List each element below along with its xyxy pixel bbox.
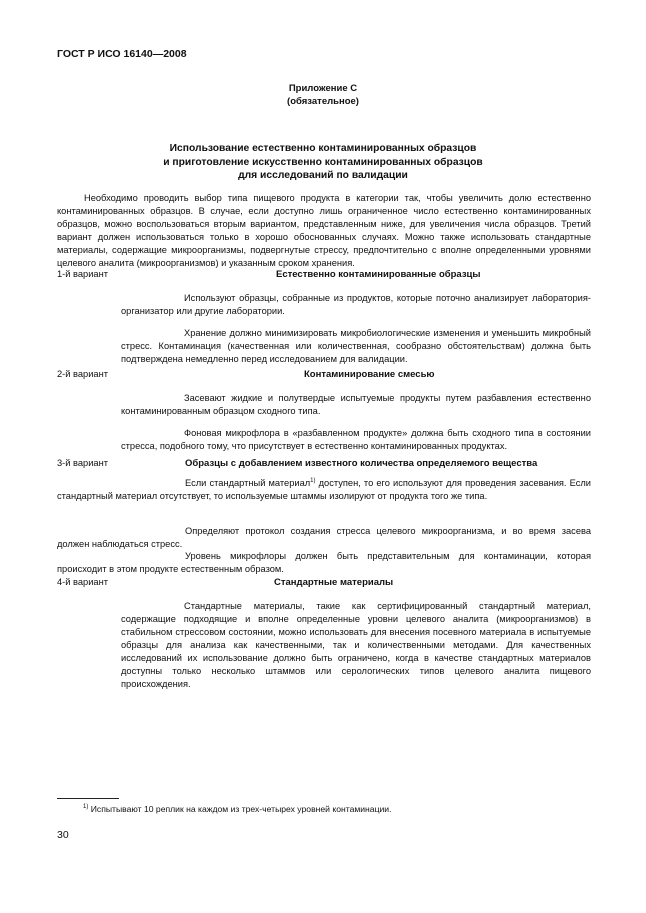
title-line: и приготовление искусственно контаминированных образцов bbox=[163, 156, 483, 168]
variant-paragraph: Хранение должно минимизировать микробиологические изменения и уменьшить микробный стресс. Контаминация (качественная или количественная, сообразно обстоятельствам) должна быть подтверждена немедленно перед исследованием для валидации. bbox=[121, 328, 591, 364]
variant-paragraph: Засевают жидкие и полутвердые испытуемые продукты путем разбавления естественно контаминированным образцом сходного типа. bbox=[121, 393, 591, 416]
variant-paragraph: Фоновая микрофлора в «разбавленном продукте» должна быть сходного типа в состоянии стресса, подобного тому, что присутствует в естественно контаминированных продуктах. bbox=[121, 428, 591, 451]
variant-label: 1-й вариант bbox=[57, 269, 108, 279]
footnote-ref: 1) bbox=[310, 477, 316, 484]
footnote bbox=[83, 804, 392, 814]
variant-label: 3-й вариант bbox=[57, 458, 108, 468]
footnote-divider bbox=[57, 798, 119, 799]
variant-paragraph: Определяют протокол создания стресса целевого микроорганизма, и во время засева должен наблюдаться стресс. bbox=[57, 526, 591, 549]
variant-paragraph bbox=[57, 477, 591, 503]
annex-title: Приложение С bbox=[288, 83, 358, 94]
document-header: ГОСТ Р ИСО 16140—2008 bbox=[57, 48, 187, 60]
variant-label: 4-й вариант bbox=[57, 577, 108, 587]
variant-label: 2-й вариант bbox=[57, 369, 108, 379]
title-line: Использование естественно контаминированных образцов bbox=[169, 143, 477, 154]
variant-heading: Контаминирование смесью bbox=[304, 369, 435, 380]
variant-text: доступен, то его используют для проведения засевания. Если стандартный материал отсутствует, то используемые штаммы изолируют от продукта того же типа. bbox=[57, 478, 591, 501]
variant-heading: Образцы с добавлением известного количества определяемого вещества bbox=[185, 458, 538, 469]
title-line: для исследований по валидации bbox=[238, 170, 408, 181]
section-title bbox=[0, 142, 646, 183]
variant-paragraph: Используют образцы, собранные из продуктов, которые поточно анализирует лаборатория-организатор или другие лаборатории. bbox=[121, 293, 591, 316]
page-number: 30 bbox=[57, 829, 69, 841]
variant-paragraph: Уровень микрофлоры должен быть представительным для контаминации, которая происходит в этом продукте естественным образом. bbox=[57, 551, 591, 574]
footnote-text: Испытывают 10 реплик на каждом из трех-четырех уровней контаминации. bbox=[88, 804, 392, 814]
annex-status: (обязательное) bbox=[287, 96, 359, 107]
variant-paragraph: Стандартные материалы, такие как сертифицированный стандартный материал, содержащие подходящие и вполне определенные уровни целевого аналита (микроорганизмов) в стабильном стрессовом состоянии, можно использовать для внесения посевного материала в испытуемые образцы для анализа как качественными, так и количественными методами. Для качественных исследований их использование должно быть ограничено, когда в качестве стандартных материалов доступны только несколько штаммов или серологических типов целевого аналита пищевого происхождения. bbox=[121, 601, 591, 689]
footnote-mark: 1) bbox=[83, 804, 89, 811]
variant-text: Если стандартный материал bbox=[185, 478, 311, 488]
annex-heading bbox=[0, 82, 646, 108]
intro-paragraph: Необходимо проводить выбор типа пищевого продукта в категории так, чтобы увеличить долю естественно контаминированных образцов. В случае, если доступно лишь ограниченное число естественно контаминированных образцов, можно воспользоваться вторым вариантом, представленным ниже, для увеличения числа образцов. Третий вариант должен использоваться только в хорошо обоснованных случаях. Можно также использовать стандартные материалы, содержащие микроорганизмы, подвергнутые стрессу, предпочтительно с вполне определенными уровнями целевого аналита (микроорганизмов) и указанным сроком хранения. bbox=[57, 193, 591, 268]
variant-heading: Стандартные материалы bbox=[274, 577, 394, 588]
variant-heading: Естественно контаминированные образцы bbox=[276, 269, 481, 280]
